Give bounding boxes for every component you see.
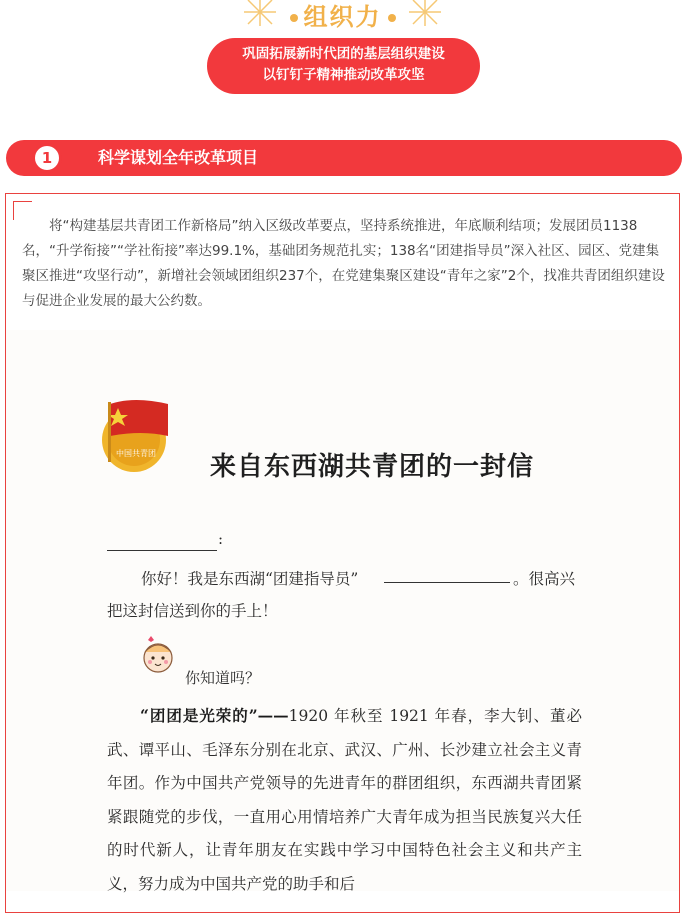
section-heading [0,2,685,32]
salutation-colon: : [218,530,224,548]
pill-line-1: 巩固拓展新时代团的基层组织建设 [242,46,445,62]
heading-text: 组织力 [303,3,382,31]
dot-right-icon [388,14,396,22]
greeting-end-text: 。很高兴 [513,570,576,588]
letter-body [107,699,582,901]
letter-title: 来自东西湖共青团的一封信 [210,452,535,482]
section-number-badge: 1 [32,143,62,173]
summary-paragraph: 将“构建基层共青团工作新格局”纳入区级改革要点，坚持系统推进，年底顺利结项；发展团员1138名，“升学衔接”“学社衔接”率达99.1%，基础团务规范扎实；138名“团建指导员”深入社区、园区、党建集聚区推进“攻坚行动”，新增社会领域团组织237个，在党建集聚区建设“青年之家”2个，找准共青团组织建设与促进企业发展的最大公约数。 [22,218,665,309]
did-you-know-label: 你知道吗？ [185,669,261,687]
mascot-icon [138,634,180,676]
pill-line-2: 以钉钉子精神推动改革攻坚 [262,67,425,83]
greeting-line-2: 把这封信送到你的手上！ [107,602,278,620]
guide-name-blank [384,566,510,583]
body-text: 1920 年秋至 1921 年春，李大钊、董必武、谭平山、毛泽东分别在北京、武汉、广州、长沙建立社会主义青年团。作为中国共产党领导的先进青年的群团组织，东西湖共青团紧紧跟随党的步伐，一直用心用情培养广大青年成为担当民族复兴大任的时代新人，让青年朋友在实践中学习中国特色社会主义和共产主义，努力成为中国共产党的助手和后 [107,707,582,893]
greeting-text: 你好！我是东西湖“团建指导员” [141,570,359,588]
dot-left-icon [290,14,298,22]
section-bar [6,140,682,176]
emblem-text: 中国共青团 [116,449,156,458]
section-title: 科学谋划全年改革项目 [98,148,259,167]
recipient-blank [107,534,217,551]
subtitle-pill [207,38,480,94]
youth-league-emblem-icon [98,392,176,476]
body-bold-lead: “团团是光荣的”—— [140,706,289,725]
